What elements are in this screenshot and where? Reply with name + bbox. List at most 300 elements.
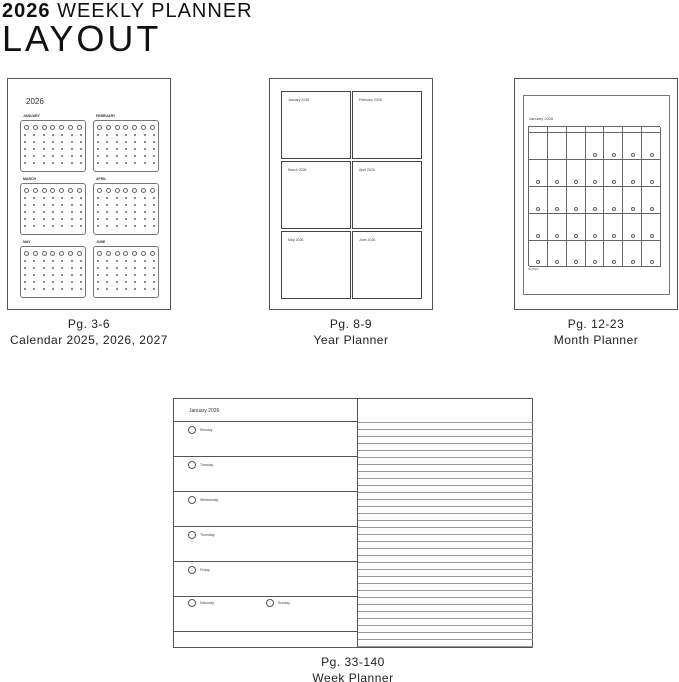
date-circle-icon bbox=[536, 234, 540, 238]
ruled-line bbox=[358, 625, 533, 626]
ruled-line bbox=[358, 478, 533, 479]
day-dot-icon bbox=[61, 267, 63, 269]
ruled-line bbox=[358, 492, 533, 493]
day-dot-icon bbox=[80, 211, 82, 213]
day-dot-icon bbox=[134, 204, 136, 206]
ruled-line bbox=[358, 520, 533, 521]
day-dot-icon bbox=[97, 134, 99, 136]
day-dot-icon bbox=[43, 155, 45, 157]
day-dot-icon bbox=[80, 281, 82, 283]
day-dot-icon bbox=[97, 211, 99, 213]
day-dot-icon bbox=[61, 134, 63, 136]
day-dot-icon bbox=[24, 155, 26, 157]
mini-month-name: FEBRUARY bbox=[96, 114, 116, 118]
day-dot-icon bbox=[153, 197, 155, 199]
weekday-circle-icon bbox=[24, 251, 29, 256]
week-day-label: Friday bbox=[200, 568, 210, 572]
mini-month-name: JUNE bbox=[96, 240, 106, 244]
weekday-circle-icon bbox=[33, 125, 38, 130]
day-dot-icon bbox=[61, 211, 63, 213]
date-circle-icon bbox=[188, 599, 196, 607]
mini-month-days bbox=[24, 124, 82, 166]
weekday-circle-icon bbox=[141, 251, 146, 256]
day-dot-icon bbox=[33, 288, 35, 290]
date-circle-icon bbox=[574, 180, 578, 184]
mini-month-week-row bbox=[97, 138, 155, 145]
weekday-circle-icon bbox=[77, 188, 82, 193]
week-planner-page-preview bbox=[173, 398, 533, 648]
date-circle-icon bbox=[612, 180, 616, 184]
mini-month-week-row bbox=[97, 271, 155, 278]
mini-month-week-row bbox=[24, 222, 82, 229]
mini-month-week-row bbox=[97, 187, 155, 194]
day-dot-icon bbox=[106, 204, 108, 206]
day-dot-icon bbox=[144, 281, 146, 283]
month-planner-caption-name: Month Planner bbox=[553, 333, 639, 347]
calendar-caption-name: Calendar 2025, 2026, 2027 bbox=[10, 333, 168, 347]
mini-month-week-row bbox=[24, 131, 82, 138]
day-dot-icon bbox=[153, 260, 155, 262]
day-dot-icon bbox=[33, 155, 35, 157]
mini-month-week-row bbox=[97, 222, 155, 229]
day-dot-icon bbox=[144, 260, 146, 262]
day-dot-icon bbox=[153, 134, 155, 136]
day-dot-icon bbox=[52, 274, 54, 276]
day-dot-icon bbox=[97, 260, 99, 262]
calendar-page-preview bbox=[7, 78, 171, 310]
day-dot-icon bbox=[33, 141, 35, 143]
date-circle-icon bbox=[650, 207, 654, 211]
day-dot-icon bbox=[61, 225, 63, 227]
day-dot-icon bbox=[144, 134, 146, 136]
day-dot-icon bbox=[80, 197, 82, 199]
weekday-circle-icon bbox=[50, 125, 55, 130]
ruled-line bbox=[358, 555, 533, 556]
day-dot-icon bbox=[97, 267, 99, 269]
weekday-circle-icon bbox=[141, 125, 146, 130]
mini-month-box bbox=[93, 177, 159, 235]
day-dot-icon bbox=[43, 148, 45, 150]
ruled-line bbox=[358, 618, 533, 619]
weekday-circle-icon bbox=[59, 188, 64, 193]
day-cell bbox=[623, 241, 642, 267]
day-dot-icon bbox=[125, 155, 127, 157]
date-circle-icon bbox=[593, 153, 597, 157]
day-dot-icon bbox=[134, 281, 136, 283]
day-dot-icon bbox=[52, 260, 54, 262]
mini-month-box bbox=[20, 240, 86, 298]
date-circle-icon bbox=[574, 260, 578, 264]
day-dot-icon bbox=[134, 218, 136, 220]
day-dot-icon bbox=[71, 148, 73, 150]
day-dot-icon bbox=[71, 218, 73, 220]
year-planner-month-box bbox=[352, 91, 422, 159]
mini-month-week-row bbox=[24, 145, 82, 152]
ruled-line bbox=[358, 485, 533, 486]
day-dot-icon bbox=[33, 281, 35, 283]
week-planner-month-label: January 2026 bbox=[189, 408, 220, 414]
day-dot-icon bbox=[153, 281, 155, 283]
day-dot-icon bbox=[116, 155, 118, 157]
day-cell bbox=[642, 187, 661, 214]
day-dot-icon bbox=[71, 274, 73, 276]
weekday-circle-icon bbox=[150, 251, 155, 256]
ruled-line bbox=[358, 534, 533, 535]
weekday-circle-icon bbox=[132, 188, 137, 193]
year-planner-caption bbox=[269, 316, 433, 348]
ruled-line bbox=[358, 436, 533, 437]
day-cell bbox=[567, 133, 586, 160]
day-dot-icon bbox=[43, 141, 45, 143]
day-dot-icon bbox=[52, 218, 54, 220]
day-dot-icon bbox=[43, 204, 45, 206]
day-cell bbox=[642, 160, 661, 187]
week-planner-caption-pages: Pg. 33-140 bbox=[321, 655, 385, 669]
date-circle-icon bbox=[593, 234, 597, 238]
ruled-line bbox=[358, 541, 533, 542]
day-cell bbox=[586, 133, 605, 160]
day-dot-icon bbox=[80, 155, 82, 157]
day-dot-icon bbox=[71, 197, 73, 199]
mini-month-week-row bbox=[97, 124, 155, 131]
week-day-label: Wednesday bbox=[200, 498, 219, 502]
date-circle-icon bbox=[631, 260, 635, 264]
day-dot-icon bbox=[24, 218, 26, 220]
weekday-circle-icon bbox=[77, 251, 82, 256]
ruled-line bbox=[358, 457, 533, 458]
weekday-circle-icon bbox=[150, 125, 155, 130]
day-dot-icon bbox=[106, 281, 108, 283]
day-dot-icon bbox=[125, 281, 127, 283]
mini-month-week-row bbox=[24, 278, 82, 285]
weekday-circle-icon bbox=[24, 125, 29, 130]
day-dot-icon bbox=[61, 141, 63, 143]
day-dot-icon bbox=[97, 281, 99, 283]
day-dot-icon bbox=[52, 204, 54, 206]
day-cell bbox=[567, 214, 586, 241]
day-dot-icon bbox=[106, 267, 108, 269]
day-cell bbox=[586, 160, 605, 187]
date-circle-icon bbox=[555, 234, 559, 238]
year-planner-caption-name: Year Planner bbox=[313, 333, 389, 347]
weekday-circle-icon bbox=[68, 251, 73, 256]
day-cell bbox=[567, 187, 586, 214]
weekday-circle-icon bbox=[59, 251, 64, 256]
day-dot-icon bbox=[71, 225, 73, 227]
date-circle-icon bbox=[631, 153, 635, 157]
weekday-circle-icon bbox=[150, 188, 155, 193]
day-dot-icon bbox=[106, 218, 108, 220]
day-dot-icon bbox=[106, 274, 108, 276]
ruled-line bbox=[358, 443, 533, 444]
year-planner-month-box bbox=[281, 91, 351, 159]
mini-month-name: MAY bbox=[23, 240, 31, 244]
day-dot-icon bbox=[33, 204, 35, 206]
day-dot-icon bbox=[33, 260, 35, 262]
mini-month-week-row bbox=[97, 278, 155, 285]
day-cell bbox=[642, 133, 661, 160]
day-dot-icon bbox=[43, 267, 45, 269]
mini-month-name: JANUARY bbox=[23, 114, 40, 118]
day-dot-icon bbox=[116, 218, 118, 220]
day-dot-icon bbox=[116, 141, 118, 143]
day-dot-icon bbox=[24, 288, 26, 290]
date-circle-icon bbox=[555, 207, 559, 211]
mini-month-week-row bbox=[24, 208, 82, 215]
date-circle-icon bbox=[555, 180, 559, 184]
header-subtitle: LAYOUT bbox=[2, 18, 162, 59]
day-dot-icon bbox=[61, 148, 63, 150]
weekday-circle-icon bbox=[33, 188, 38, 193]
weekday-circle-icon bbox=[68, 188, 73, 193]
date-circle-icon bbox=[612, 260, 616, 264]
weekday-circle-icon bbox=[42, 251, 47, 256]
week-day-label: Thursday bbox=[200, 533, 215, 537]
date-circle-icon bbox=[536, 260, 540, 264]
day-dot-icon bbox=[116, 260, 118, 262]
day-dot-icon bbox=[52, 134, 54, 136]
day-dot-icon bbox=[61, 162, 63, 164]
date-circle-icon bbox=[574, 207, 578, 211]
day-dot-icon bbox=[71, 260, 73, 262]
day-dot-icon bbox=[144, 162, 146, 164]
mini-month-days bbox=[97, 124, 155, 166]
mini-month-box bbox=[20, 177, 86, 235]
day-dot-icon bbox=[106, 141, 108, 143]
day-dot-icon bbox=[106, 288, 108, 290]
day-dot-icon bbox=[80, 225, 82, 227]
day-dot-icon bbox=[33, 162, 35, 164]
date-circle-icon bbox=[650, 180, 654, 184]
day-dot-icon bbox=[106, 225, 108, 227]
ruled-line bbox=[358, 611, 533, 612]
day-dot-icon bbox=[43, 260, 45, 262]
day-dot-icon bbox=[134, 274, 136, 276]
mini-month-week-row bbox=[97, 159, 155, 166]
day-dot-icon bbox=[134, 260, 136, 262]
day-dot-icon bbox=[125, 218, 127, 220]
day-dot-icon bbox=[134, 288, 136, 290]
year-planner-month-label: April 2026 bbox=[359, 168, 375, 172]
day-cell bbox=[604, 241, 623, 267]
day-dot-icon bbox=[33, 274, 35, 276]
day-cell bbox=[623, 160, 642, 187]
day-cell bbox=[586, 241, 605, 267]
year-planner-month-label: June 2026 bbox=[359, 238, 376, 242]
ruled-line bbox=[358, 513, 533, 514]
day-dot-icon bbox=[33, 267, 35, 269]
ruled-line bbox=[358, 548, 533, 549]
date-circle-icon bbox=[266, 599, 274, 607]
mini-month-week-row bbox=[24, 201, 82, 208]
mini-month-days bbox=[24, 250, 82, 292]
day-dot-icon bbox=[106, 260, 108, 262]
weekday-circle-icon bbox=[24, 188, 29, 193]
day-dot-icon bbox=[71, 141, 73, 143]
day-dot-icon bbox=[24, 225, 26, 227]
ruled-line bbox=[358, 527, 533, 528]
calendar-caption-pages: Pg. 3-6 bbox=[67, 317, 111, 331]
day-cell bbox=[529, 160, 548, 187]
day-dot-icon bbox=[33, 197, 35, 199]
day-dot-icon bbox=[153, 218, 155, 220]
day-dot-icon bbox=[134, 225, 136, 227]
year-planner-page-preview bbox=[269, 78, 433, 310]
day-dot-icon bbox=[116, 274, 118, 276]
day-dot-icon bbox=[52, 288, 54, 290]
day-dot-icon bbox=[97, 225, 99, 227]
weekday-circle-icon bbox=[123, 251, 128, 256]
day-dot-icon bbox=[80, 288, 82, 290]
mini-month-week-row bbox=[97, 215, 155, 222]
day-dot-icon bbox=[153, 141, 155, 143]
weekday-circle-icon bbox=[132, 125, 137, 130]
mini-month-week-row bbox=[24, 194, 82, 201]
year-planner-month-box bbox=[281, 231, 351, 299]
date-circle-icon bbox=[631, 234, 635, 238]
day-cell bbox=[586, 187, 605, 214]
month-planner-caption bbox=[514, 316, 678, 348]
day-dot-icon bbox=[116, 148, 118, 150]
header-year: 2026 bbox=[2, 0, 51, 22]
weekday-circle-icon bbox=[115, 251, 120, 256]
day-dot-icon bbox=[144, 141, 146, 143]
day-dot-icon bbox=[43, 218, 45, 220]
week-day-label: Sunday bbox=[278, 601, 290, 605]
day-dot-icon bbox=[24, 141, 26, 143]
day-cell bbox=[529, 241, 548, 267]
weekday-circle-icon bbox=[106, 125, 111, 130]
day-dot-icon bbox=[71, 155, 73, 157]
date-circle-icon bbox=[612, 207, 616, 211]
year-planner-month-label: March 2026 bbox=[288, 168, 307, 172]
weekday-circle-icon bbox=[50, 188, 55, 193]
mini-month-days bbox=[97, 187, 155, 229]
day-dot-icon bbox=[80, 148, 82, 150]
day-dot-icon bbox=[134, 211, 136, 213]
day-dot-icon bbox=[125, 288, 127, 290]
day-dot-icon bbox=[71, 134, 73, 136]
day-dot-icon bbox=[80, 274, 82, 276]
weekday-circle-icon bbox=[42, 125, 47, 130]
ruled-line bbox=[358, 604, 533, 605]
day-dot-icon bbox=[24, 281, 26, 283]
day-dot-icon bbox=[24, 267, 26, 269]
mini-month-week-row bbox=[24, 250, 82, 257]
ruled-line bbox=[358, 422, 533, 423]
day-dot-icon bbox=[80, 162, 82, 164]
day-cell bbox=[623, 133, 642, 160]
day-dot-icon bbox=[97, 148, 99, 150]
weekday-circle-icon bbox=[42, 188, 47, 193]
day-dot-icon bbox=[71, 162, 73, 164]
day-dot-icon bbox=[125, 148, 127, 150]
day-dot-icon bbox=[24, 260, 26, 262]
weekday-circle-icon bbox=[115, 125, 120, 130]
day-dot-icon bbox=[43, 197, 45, 199]
day-dot-icon bbox=[52, 162, 54, 164]
month-planner-grid bbox=[528, 126, 660, 266]
year-planner-month-box bbox=[281, 161, 351, 229]
day-dot-icon bbox=[33, 218, 35, 220]
day-dot-icon bbox=[61, 288, 63, 290]
mini-month-week-row bbox=[24, 138, 82, 145]
day-dot-icon bbox=[97, 141, 99, 143]
day-dot-icon bbox=[106, 197, 108, 199]
mini-month-box bbox=[93, 114, 159, 172]
mini-month-week-row bbox=[97, 264, 155, 271]
day-dot-icon bbox=[52, 141, 54, 143]
day-cell bbox=[529, 214, 548, 241]
day-dot-icon bbox=[125, 260, 127, 262]
date-circle-icon bbox=[188, 461, 196, 469]
day-dot-icon bbox=[43, 134, 45, 136]
day-dot-icon bbox=[116, 225, 118, 227]
year-planner-month-label: May 2026 bbox=[288, 238, 304, 242]
day-dot-icon bbox=[116, 288, 118, 290]
mini-month-week-row bbox=[24, 264, 82, 271]
week-day-label: Monday bbox=[200, 428, 213, 432]
mini-month-week-row bbox=[97, 208, 155, 215]
date-circle-icon bbox=[188, 566, 196, 574]
ruled-line bbox=[358, 632, 533, 633]
day-dot-icon bbox=[33, 225, 35, 227]
mini-month-box bbox=[93, 240, 159, 298]
mini-month-week-row bbox=[97, 152, 155, 159]
day-dot-icon bbox=[43, 211, 45, 213]
day-dot-icon bbox=[24, 162, 26, 164]
mini-month-week-row bbox=[97, 201, 155, 208]
day-cell bbox=[604, 214, 623, 241]
day-dot-icon bbox=[43, 162, 45, 164]
date-circle-icon bbox=[188, 496, 196, 504]
day-dot-icon bbox=[80, 204, 82, 206]
calendar-caption bbox=[7, 316, 171, 348]
day-dot-icon bbox=[125, 211, 127, 213]
date-circle-icon bbox=[536, 207, 540, 211]
day-dot-icon bbox=[116, 204, 118, 206]
ruled-line bbox=[358, 569, 533, 570]
day-dot-icon bbox=[116, 197, 118, 199]
day-dot-icon bbox=[52, 197, 54, 199]
day-dot-icon bbox=[61, 274, 63, 276]
day-dot-icon bbox=[134, 134, 136, 136]
day-dot-icon bbox=[33, 211, 35, 213]
day-cell bbox=[586, 214, 605, 241]
month-planner-notes-label: NOTES bbox=[528, 267, 539, 271]
weekday-circle-icon bbox=[77, 125, 82, 130]
week-day-row bbox=[174, 399, 357, 422]
ruled-line bbox=[358, 576, 533, 577]
mini-month-days bbox=[97, 250, 155, 292]
day-dot-icon bbox=[153, 274, 155, 276]
day-dot-icon bbox=[61, 260, 63, 262]
weekday-circle-icon bbox=[59, 125, 64, 130]
date-circle-icon bbox=[631, 207, 635, 211]
mini-month-week-row bbox=[97, 257, 155, 264]
year-planner-month-box bbox=[352, 161, 422, 229]
date-circle-icon bbox=[612, 234, 616, 238]
day-dot-icon bbox=[144, 267, 146, 269]
day-dot-icon bbox=[116, 162, 118, 164]
day-dot-icon bbox=[80, 260, 82, 262]
date-circle-icon bbox=[574, 234, 578, 238]
weekday-circle-icon bbox=[123, 125, 128, 130]
day-dot-icon bbox=[134, 155, 136, 157]
weekday-circle-icon bbox=[97, 251, 102, 256]
day-dot-icon bbox=[134, 162, 136, 164]
day-dot-icon bbox=[144, 155, 146, 157]
